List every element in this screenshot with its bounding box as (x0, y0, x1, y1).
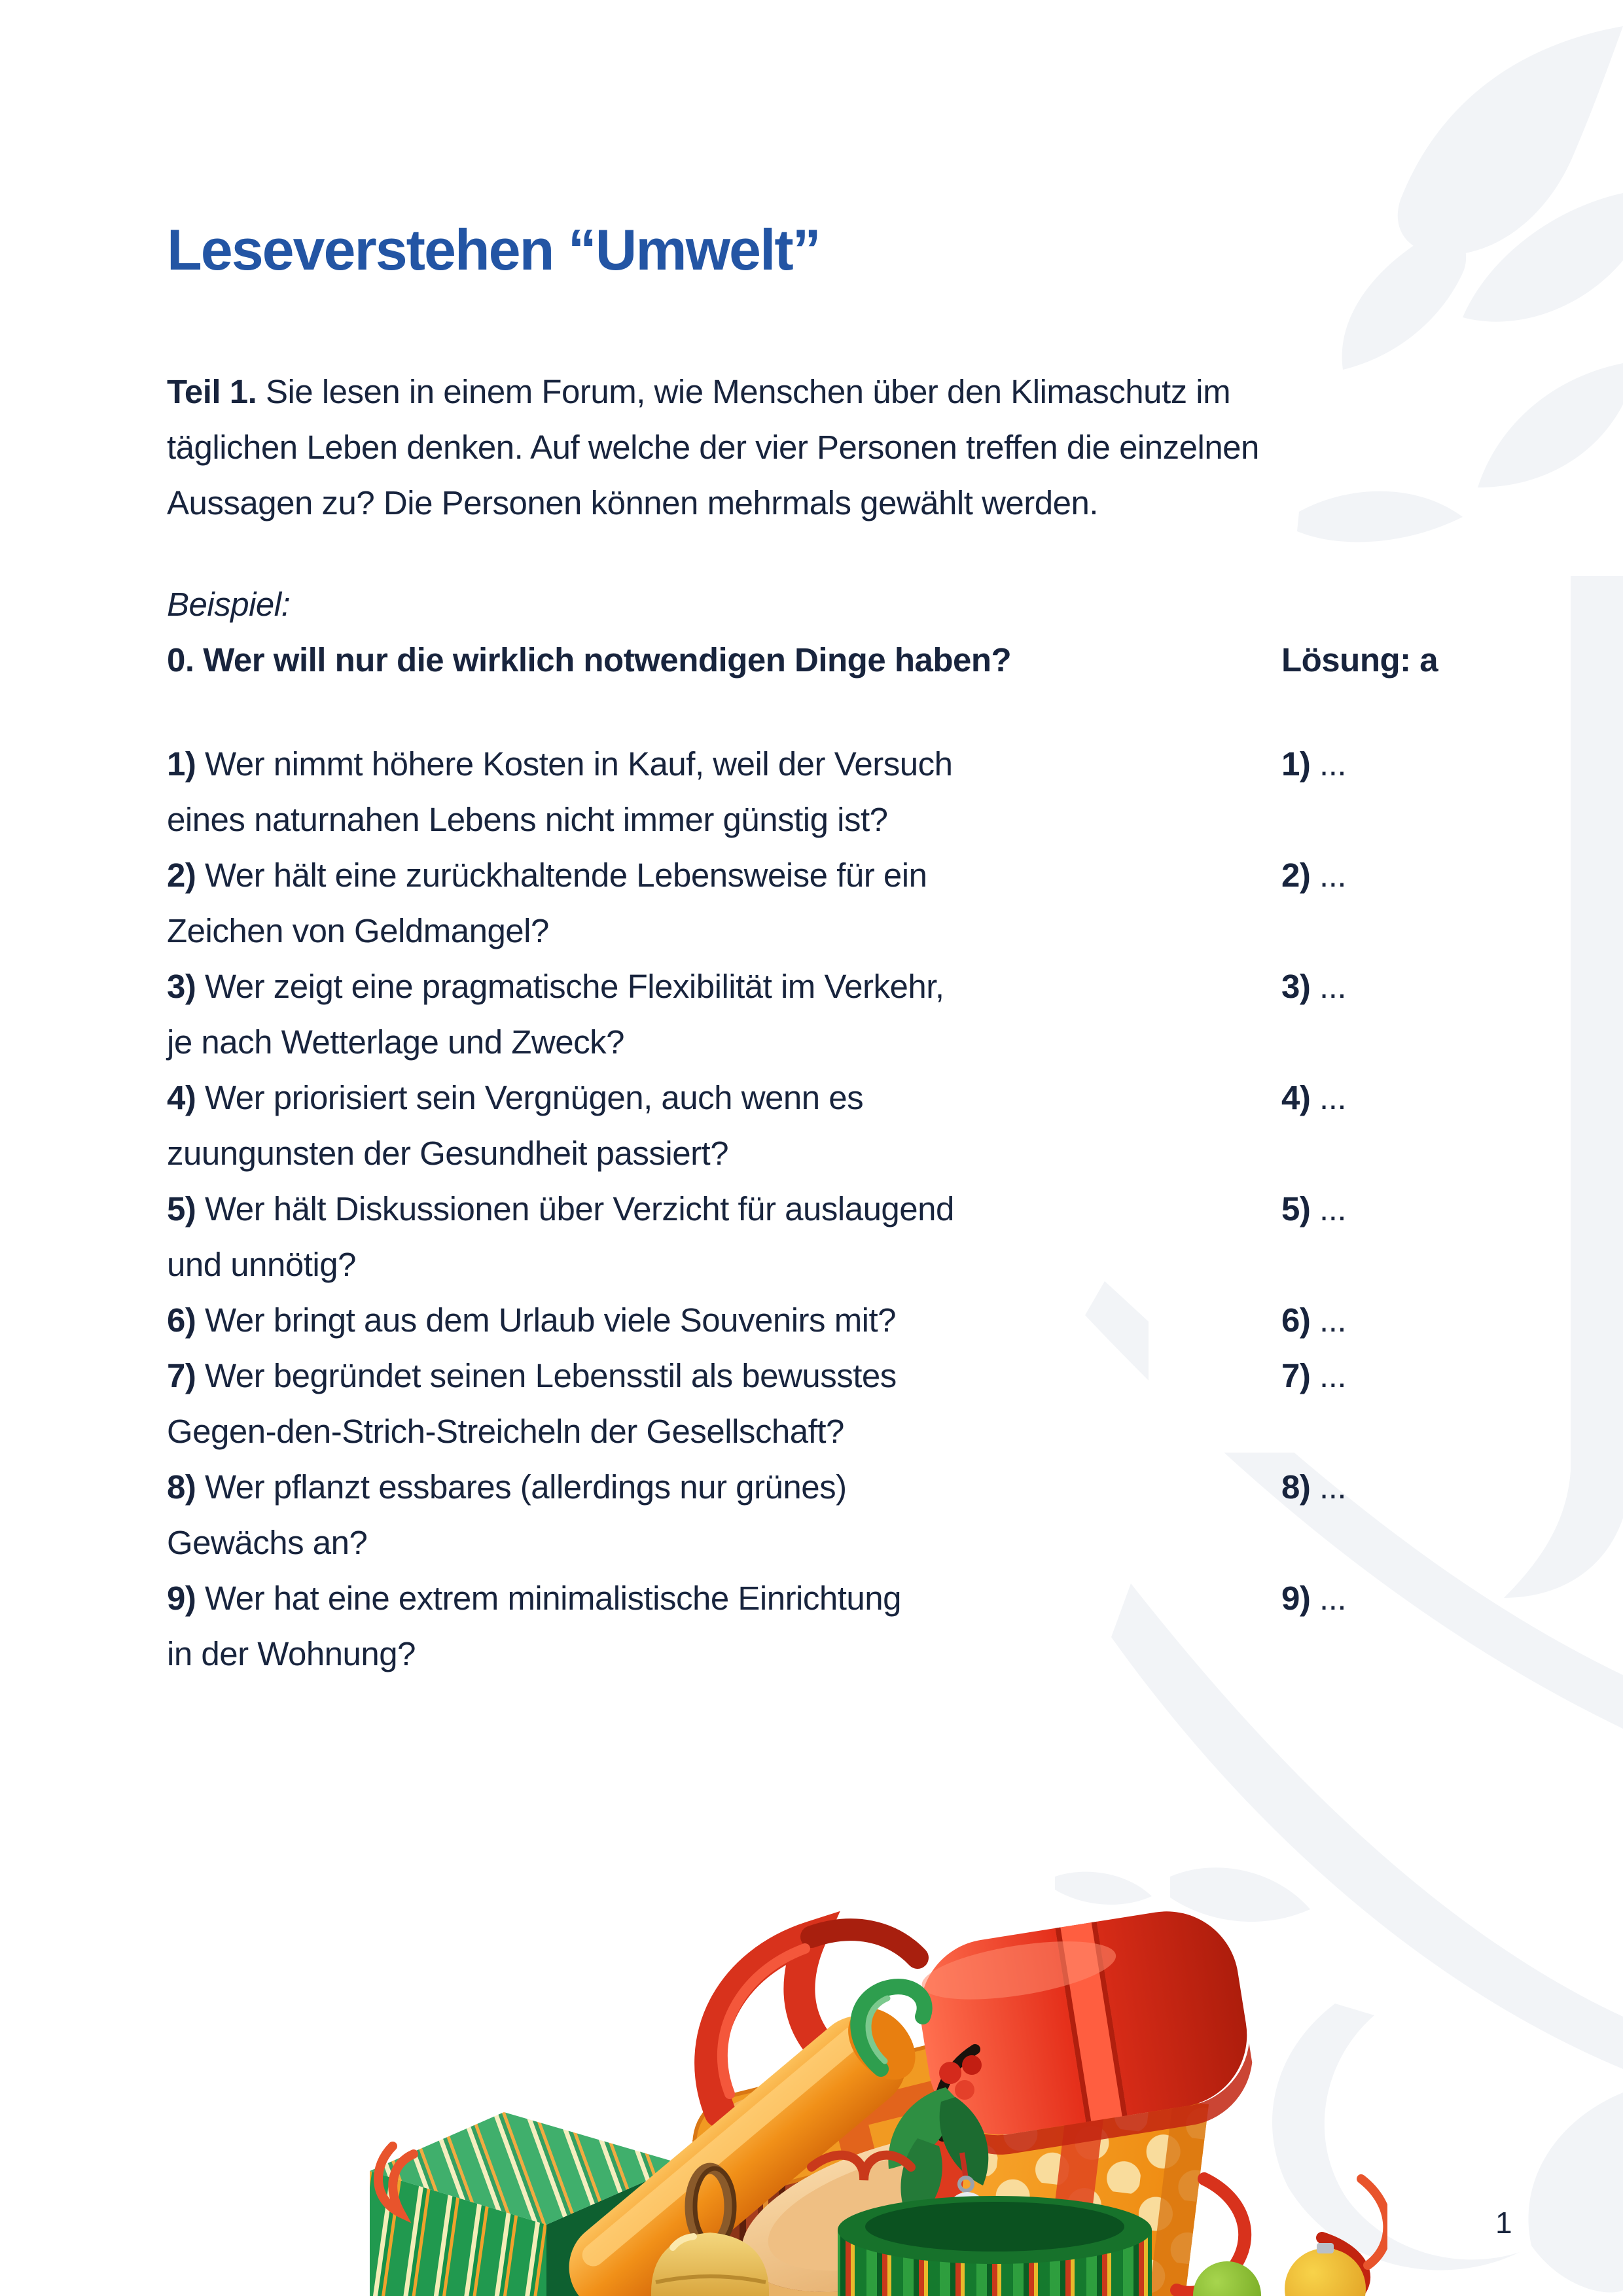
question-2-line-2: Zeichen von Geldmangel? (167, 912, 549, 949)
instructions-line: Aussagen zu? Die Personen können mehrmals gewählt werden. (167, 484, 1099, 521)
question-4-line-2: zuungunsten der Gesundheit passiert? (167, 1135, 729, 1172)
question-1-line-1: 1) Wer nimmt höhere Kosten in Kauf, weil der Versuch (167, 745, 953, 783)
question-5-line-2: und unnötig? (167, 1246, 356, 1283)
example-label: Beispiel: (167, 586, 291, 623)
question-2-line-1: 2) Wer hält eine zurückhaltende Lebensweise für ein (167, 857, 927, 894)
answer-slot-5: 5) ... (1281, 1190, 1347, 1227)
page-title: Leseverstehen “Umwelt” (167, 217, 820, 282)
example-question: 0. Wer will nur die wirklich notwendigen Dinge haben? (167, 641, 1012, 679)
question-9-line-2: in der Wohnung? (167, 1635, 416, 1672)
question-5-line-1: 5) Wer hält Diskussionen über Verzicht für auslaugend (167, 1190, 954, 1227)
part-label: Teil 1. (167, 373, 257, 410)
answer-slot-4: 4) ... (1281, 1079, 1347, 1116)
question-9-line-1: 9) Wer hat eine extrem minimalistische Einrichtung (167, 1580, 902, 1617)
page-number: 1 (1495, 2206, 1512, 2240)
question-1-line-2: eines naturnahen Lebens nicht immer günstig ist? (167, 801, 888, 838)
question-8-line-2: Gewächs an? (167, 1524, 368, 1561)
question-3-line-2: je nach Wetterlage und Zweck? (167, 1023, 624, 1061)
example-block (167, 576, 1279, 688)
question-6-line-1: 6) Wer bringt aus dem Urlaub viele Souvenirs mit? (167, 1301, 897, 1339)
answer-slot-3: 3) ... (1281, 968, 1347, 1005)
question-4-line-1: 4) Wer priorisiert sein Vergnügen, auch wenn es (167, 1079, 864, 1116)
answer-slot-8: 8) ... (1281, 1468, 1347, 1506)
question-7-line-1: 7) Wer begründet seinen Lebensstil als bewusstes (167, 1357, 897, 1394)
instructions-line: täglichen Leben denken. Auf welche der vier Personen treffen die einzelnen (167, 429, 1259, 466)
question-list (167, 736, 1279, 1682)
question-3-line-1: 3) Wer zeigt eine pragmatische Flexibilität im Verkehr, (167, 968, 944, 1005)
answer-slot-9: 9) ... (1281, 1580, 1347, 1617)
question-7-line-2: Gegen-den-Strich-Streicheln der Gesellschaft? (167, 1413, 844, 1450)
answer-slot-2: 2) ... (1281, 857, 1347, 894)
instructions-line: Teil 1. Sie lesen in einem Forum, wie Menschen über den Klimaschutz im (167, 373, 1231, 410)
example-solution: Lösung: a (1281, 641, 1438, 679)
answer-slot-1: 1) ... (1281, 745, 1347, 783)
question-8-line-1: 8) Wer pflanzt essbares (allerdings nur grünes) (167, 1468, 847, 1506)
answer-slot-7: 7) ... (1281, 1357, 1347, 1394)
instructions-paragraph (167, 364, 1345, 531)
answer-slot-6: 6) ... (1281, 1301, 1347, 1339)
